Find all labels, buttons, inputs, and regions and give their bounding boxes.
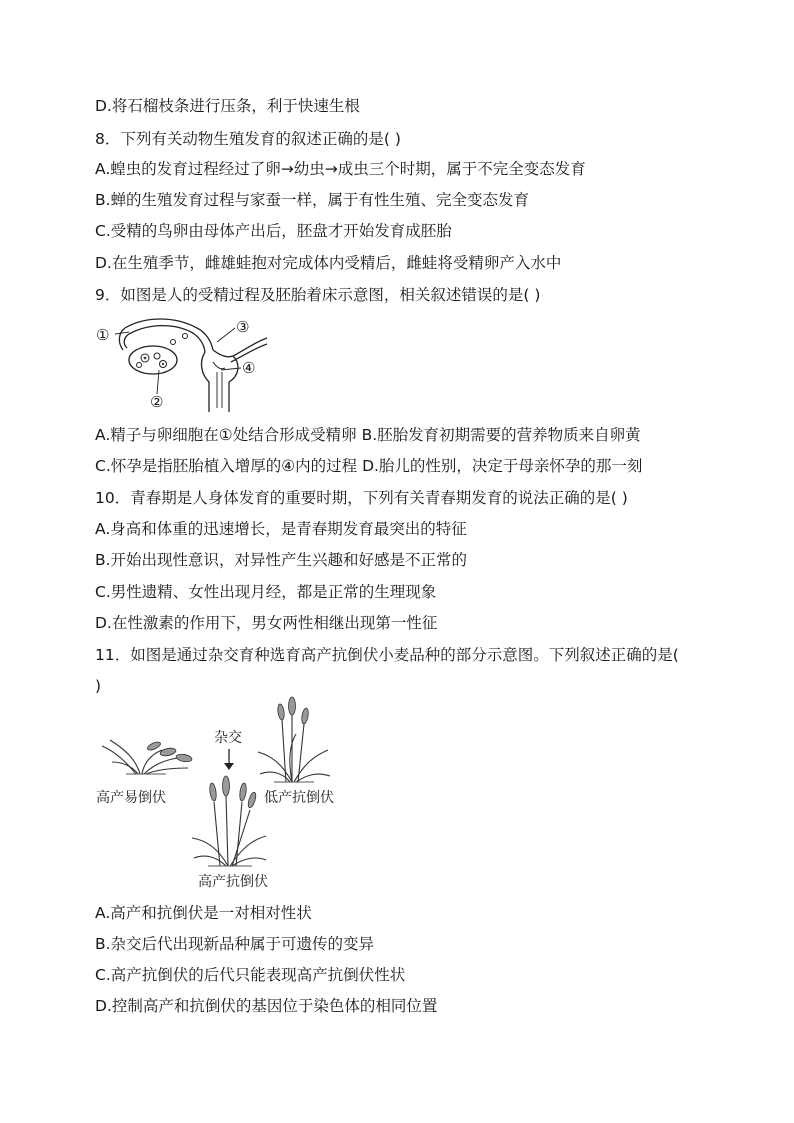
q9-options-ab: A.精子与卵细胞在①处结合形成受精卵 B.胚胎发育初期需要的营养物质来自卵黄 xyxy=(95,426,641,444)
cross-arrow-icon xyxy=(222,749,236,771)
fig9-label-1: ① xyxy=(96,326,110,344)
q9-stem: 9．如图是人的受精过程及胚胎着床示意图，相关叙述错误的是( ) xyxy=(95,286,541,304)
parent1-label: 高产易倒伏 xyxy=(96,790,166,806)
q8-stem: 8．下列有关动物生殖发育的叙述正确的是( ) xyxy=(95,130,401,148)
parent2-label: 低产抗倒伏 xyxy=(264,790,334,806)
q10-option-d: D.在性激素的作用下，男女两性相继出现第一性征 xyxy=(95,614,438,632)
q8-option-a: A.蝗虫的发育过程经过了卵→幼虫→成虫三个时期，属于不完全变态发育 xyxy=(95,160,586,178)
q8-option-c: C.受精的鸟卵由母体产出后，胚盘才开始发育成胚胎 xyxy=(95,222,452,240)
q8-option-d: D.在生殖季节，雌雄蛙抱对完成体内受精后，雌蛙将受精卵产入水中 xyxy=(95,254,562,272)
q9-options-cd: C.怀孕是指胚胎植入增厚的④内的过程 D.胎儿的性别，决定于母亲怀孕的那一刻 xyxy=(95,457,643,475)
q10-option-b: B.开始出现性意识，对异性产生兴趣和好感是不正常的 xyxy=(95,551,468,569)
fig9-label-3: ③ xyxy=(236,318,250,336)
q8-option-b: B.蝉的生殖发育过程与家蚕一样，属于有性生殖、完全变态发育 xyxy=(95,191,530,209)
offspring-label: 高产抗倒伏 xyxy=(198,874,268,890)
q11-option-b: B.杂交后代出现新品种属于可遗传的变异 xyxy=(95,935,375,953)
q11-option-d: D.控制高产和抗倒伏的基因位于染色体的相同位置 xyxy=(95,997,438,1015)
q11-option-c: C.高产抗倒伏的后代只能表现高产抗倒伏性状 xyxy=(95,966,406,984)
q11-stem-cont: ) xyxy=(95,677,102,695)
q10-option-c: C.男性遗精、女性出现月经，都是正常的生理现象 xyxy=(95,583,437,601)
q7-option-d: D.将石榴枝条进行压条，利于快速生根 xyxy=(95,97,360,115)
q11-stem: 11．如图是通过杂交育种选育高产抗倒伏小麦品种的部分示意图。下列叙述正确的是( xyxy=(95,646,679,664)
fig9-label-4: ④ xyxy=(242,359,256,377)
q10-stem: 10．青春期是人身体发育的重要时期，下列有关青春期发育的说法正确的是( ) xyxy=(95,489,628,507)
wheat-parent1-image xyxy=(96,722,198,776)
q10-option-a: A.身高和体重的迅速增长，是青春期发育最突出的特征 xyxy=(95,520,467,538)
cross-label: 杂交 xyxy=(214,730,242,746)
fig9-label-2: ② xyxy=(150,393,164,411)
wheat-offspring-image xyxy=(188,770,270,870)
q11-option-a: A.高产和抗倒伏是一对相对性状 xyxy=(95,904,312,922)
